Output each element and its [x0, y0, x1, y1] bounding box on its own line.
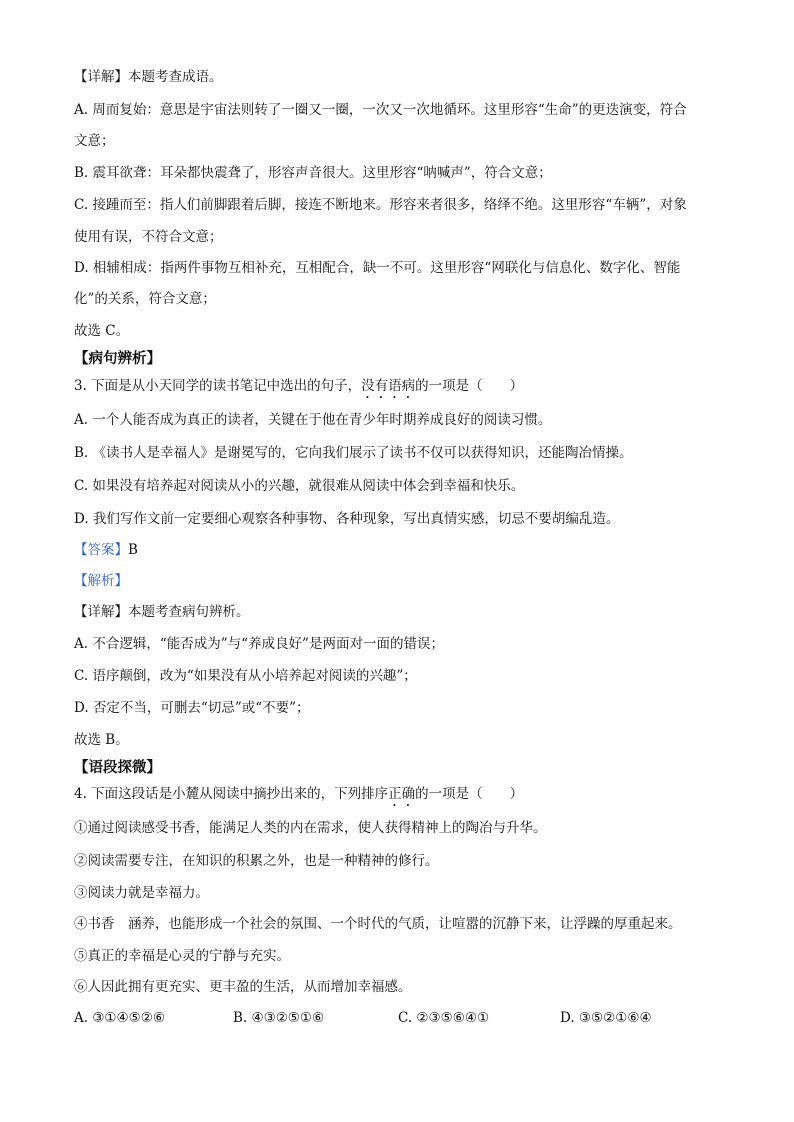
q3-choose: 故选 B。 [74, 732, 129, 748]
q3-analysis-label: 【解析】 [74, 573, 128, 589]
answer-label: 【答案】 [74, 542, 128, 558]
answer-value: B [128, 542, 138, 558]
q4-stem [74, 785, 523, 810]
q2-explain-d-line2: 化”的关系，符合文意； [74, 291, 216, 307]
q4-sentence-1: ①通过阅读感受书香，能满足人类的内在需求，使人获得精神上的陶冶与升华。 [74, 820, 547, 836]
q4-stem-emphasis: 正确 [388, 786, 416, 802]
q4-sentence-4: ④书香 涵养，也能形成一个社会的氛围、一个时代的气质，让喧嚣的沉静下来，让浮躁的厚重起来。 [74, 916, 682, 932]
q3-option-b: B. 《读书人是幸福人》是谢冕写的，它向我们展示了读书不仅可以获得知识，还能陶冶情操。 [74, 445, 633, 461]
q4-option-a: A. ③①④⑤②⑥ [74, 1010, 165, 1026]
q3-answer [74, 541, 138, 559]
q4-stem-post: 的一项是（ ） [415, 786, 524, 802]
q2-explain-d-line1: D. 相辅相成：指两件事物互相补充，互相配合，缺一不可。这里形容“网联化与信息化、数字化、智能 [74, 260, 681, 276]
q3-stem-emphasis: 没有语病 [361, 378, 416, 394]
q3-option-a: A. 一个人能否成为真正的读者，关键在于他在青少年时期养成良好的阅读习惯。 [74, 412, 552, 428]
section-heading-bingju: 【病句辨析】 [74, 350, 161, 367]
q4-stem-pre: 4. 下面这段话是小麓从阅读中摘抄出来的，下列排序 [74, 786, 389, 802]
q2-explain-a-line2: 文意； [74, 133, 115, 149]
q3-explain-d: D. 否定不当，可删去“切忌”或“不要”； [74, 700, 310, 716]
q4-sentence-3: ③阅读力就是幸福力。 [74, 885, 209, 901]
q4-option-b: B. ④③②⑤①⑥ [233, 1010, 325, 1026]
q3-option-c: C. 如果没有培养起对阅读从小的兴趣，就很难从阅读中体会到幸福和快乐。 [74, 478, 525, 494]
q4-sentence-6: ⑥人因此拥有更充实、更丰盈的生活，从而增加幸福感。 [74, 979, 412, 995]
q3-stem-post: 的一项是（ ） [415, 378, 524, 394]
q4-sentence-2: ②阅读需要专注，在知识的积累之外，也是一种精神的修行。 [74, 853, 439, 869]
q4-sentence-5: ⑤真正的幸福是心灵的宁静与充实。 [74, 948, 290, 964]
q2-explain-c-line1: C. 接踵而至：指人们前脚跟着后脚，接连不断地来。形容来者很多，络绎不绝。这里形容“车辆”，对象 [74, 197, 687, 213]
q4-option-d: D. ③⑤②①⑥④ [560, 1010, 652, 1026]
q3-stem [74, 377, 523, 402]
q2-choose: 故选 C。 [74, 323, 130, 339]
q2-explain-b: B. 震耳欲聋：耳朵都快震聋了，形容声音很大。这里形容“呐喊声”，符合文意； [74, 165, 552, 181]
q2-explain-a-line1: A. 周而复始：意思是宇宙法则转了一圈又一圈，一次又一次地循环。这里形容“生命”的更迭演变，符合 [74, 102, 687, 118]
q3-detail: 【详解】本题考查病句辨析。 [74, 604, 250, 620]
section-heading-yuduan: 【语段探微】 [74, 759, 161, 776]
q2-explain-c-line2: 使用有误，不符合文意； [74, 229, 223, 245]
q3-option-d: D. 我们写作文前一定要细心观察各种事物、各种现象，写出真情实感，切忌不要胡编乱造。 [74, 511, 620, 527]
q2-detail: 【详解】本题考查成语。 [74, 69, 223, 85]
q3-stem-pre: 3. 下面是从小天同学的读书笔记中选出的句子， [74, 378, 362, 394]
q4-option-c: C. ②③⑤⑥④① [398, 1010, 490, 1026]
q3-explain-a: A. 不合逻辑，“能否成为”与“养成良好”是两面对一面的错误； [74, 636, 444, 652]
q3-explain-c: C. 语序颠倒，改为“如果没有从小培养起对阅读的兴趣”； [74, 668, 417, 684]
